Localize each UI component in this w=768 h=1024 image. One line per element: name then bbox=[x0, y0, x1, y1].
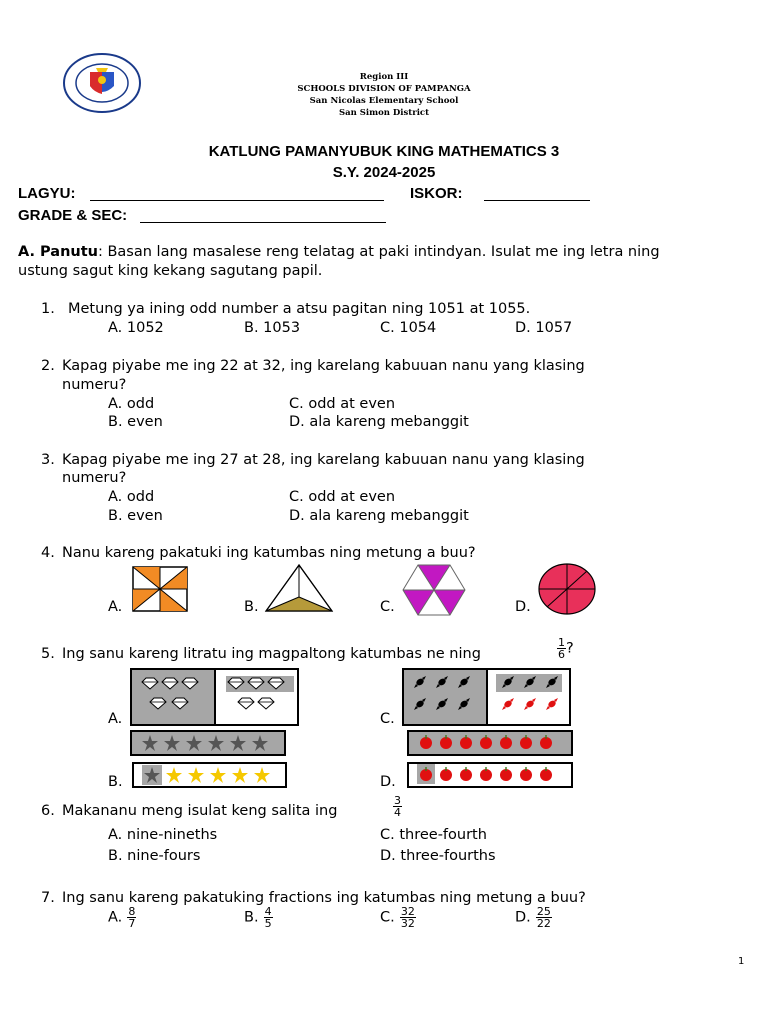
q4-number: 4. bbox=[41, 545, 55, 561]
q7-option-c-letter: C. bbox=[380, 909, 395, 926]
page-title: KATLUNG PAMANYUBUK KING MATHEMATICS 3 bbox=[208, 143, 560, 160]
instructions-line2: ustung sagut king kekang sagutang papil. bbox=[18, 263, 323, 279]
school-text: San Nicolas Elementary School bbox=[309, 96, 459, 106]
q5-option-c[interactable]: C. bbox=[380, 711, 395, 727]
q7-option-b-letter: B. bbox=[244, 909, 259, 926]
school-year: S.Y. 2024-2025 bbox=[332, 164, 436, 181]
q6-option-c[interactable]: C. three-fourth bbox=[380, 827, 487, 843]
q4-option-c[interactable]: C. bbox=[380, 599, 395, 615]
q2-option-b[interactable]: B. even bbox=[108, 414, 163, 430]
region-text: Region III bbox=[359, 72, 409, 82]
q6-fraction bbox=[393, 795, 402, 818]
q6-option-a[interactable]: A. nine-nineths bbox=[108, 827, 218, 843]
q4-option-d[interactable]: D. bbox=[515, 599, 531, 615]
q3-option-d[interactable]: D. ala kareng mebanggit bbox=[289, 508, 469, 524]
star-icons bbox=[132, 762, 287, 788]
q1-number: 1. bbox=[41, 301, 55, 317]
q6-frac-num: 3 bbox=[394, 794, 401, 807]
q7-b-num: 4 bbox=[264, 905, 272, 918]
q7-option-d[interactable] bbox=[515, 906, 552, 929]
q6-frac-den: 4 bbox=[394, 806, 401, 819]
q6-number: 6. bbox=[41, 803, 55, 819]
q6-option-b[interactable]: B. nine-fours bbox=[108, 848, 201, 864]
instructions-line1: : Basan lang masalese reng telatag at paki intindyan. Isulat me ing letra ning bbox=[97, 244, 660, 260]
q4-option-b[interactable]: B. bbox=[244, 599, 259, 615]
q5-option-d[interactable]: D. bbox=[380, 774, 396, 790]
q7-c-num: 32 bbox=[400, 905, 415, 918]
q7-option-d-letter: D. bbox=[515, 909, 531, 926]
score-label: ISKOR: bbox=[410, 185, 463, 202]
q5-frac-num: 1 bbox=[558, 636, 565, 649]
q7-text: Ing sanu kareng pakatuking fractions ing katumbas ning metung a buu? bbox=[62, 890, 586, 906]
instructions-label: A. Panutu bbox=[18, 244, 98, 260]
q7-option-c[interactable] bbox=[380, 906, 416, 929]
q5-fraction bbox=[557, 637, 574, 660]
apple-icons bbox=[407, 730, 573, 790]
district-text: San Simon District bbox=[338, 108, 430, 118]
q6-text: Makananu meng isulat keng salita ing bbox=[62, 803, 338, 819]
q1-option-a[interactable]: A. 1052 bbox=[108, 320, 164, 336]
triangle-shape bbox=[264, 563, 334, 613]
q5-question-mark: ? bbox=[566, 640, 574, 657]
q2-option-d[interactable]: D. ala kareng mebanggit bbox=[289, 414, 469, 430]
q7-option-a[interactable] bbox=[108, 906, 136, 929]
q2-option-c[interactable]: C. odd at even bbox=[289, 396, 396, 412]
q5-number: 5. bbox=[41, 646, 55, 662]
q3-option-a[interactable]: A. odd bbox=[108, 489, 155, 505]
division-text: SCHOOLS DIVISION OF PAMPANGA bbox=[297, 84, 471, 94]
q7-number: 7. bbox=[41, 890, 55, 906]
candy-icons bbox=[402, 668, 572, 726]
q7-b-den: 5 bbox=[264, 917, 272, 930]
q5-frac-den: 6 bbox=[558, 648, 565, 661]
q7-a-num: 8 bbox=[128, 905, 136, 918]
page-number: 1 bbox=[738, 956, 745, 967]
q2-text2: numeru? bbox=[62, 377, 127, 393]
q3-text: Kapag piyabe me ing 27 at 28, ing karelang kabuuan nanu yang klasing bbox=[62, 452, 585, 468]
q3-option-b[interactable]: B. even bbox=[108, 508, 163, 524]
q2-number: 2. bbox=[41, 358, 55, 374]
diamond-icons bbox=[130, 668, 300, 726]
q7-a-den: 7 bbox=[128, 917, 136, 930]
hexagon-shape bbox=[402, 564, 466, 616]
pinwheel-square-shape bbox=[132, 566, 188, 612]
q4-option-a[interactable]: A. bbox=[108, 599, 123, 615]
q3-text2: numeru? bbox=[62, 470, 127, 486]
q2-option-a[interactable]: A. odd bbox=[108, 396, 155, 412]
instructions bbox=[18, 244, 660, 260]
q7-d-den: 22 bbox=[536, 917, 551, 930]
q7-option-b[interactable] bbox=[244, 906, 273, 929]
q5-text: Ing sanu kareng litratu ing magpaltong katumbas ne ning bbox=[62, 646, 481, 662]
q7-d-num: 25 bbox=[536, 905, 551, 918]
name-field-line[interactable] bbox=[90, 200, 384, 201]
q1-text: Metung ya ining odd number a atsu pagitan ning 1051 at 1055. bbox=[68, 301, 531, 317]
grade-field-line[interactable] bbox=[140, 222, 386, 223]
q7-c-den: 32 bbox=[400, 917, 415, 930]
gray-star-icons bbox=[130, 730, 286, 756]
q1-option-d[interactable]: D. 1057 bbox=[515, 320, 573, 336]
circle-shape bbox=[537, 562, 597, 616]
q4-text: Nanu kareng pakatuki ing katumbas ning metung a buu? bbox=[62, 545, 476, 561]
q3-number: 3. bbox=[41, 452, 55, 468]
name-label: LAGYU: bbox=[18, 185, 76, 202]
q7-option-a-letter: A. bbox=[108, 909, 123, 926]
score-field-line[interactable] bbox=[484, 200, 590, 201]
grade-label: GRADE & SEC: bbox=[18, 207, 128, 224]
q5-option-b[interactable]: B. bbox=[108, 774, 123, 790]
q2-text: Kapag piyabe me ing 22 at 32, ing karelang kabuuan nanu yang klasing bbox=[62, 358, 585, 374]
q5-option-a[interactable]: A. bbox=[108, 711, 123, 727]
q1-option-c[interactable]: C. 1054 bbox=[380, 320, 437, 336]
q3-option-c[interactable]: C. odd at even bbox=[289, 489, 396, 505]
seal-text bbox=[60, 118, 61, 119]
q1-option-b[interactable]: B. 1053 bbox=[244, 320, 301, 336]
q6-option-d[interactable]: D. three-fourths bbox=[380, 848, 496, 864]
